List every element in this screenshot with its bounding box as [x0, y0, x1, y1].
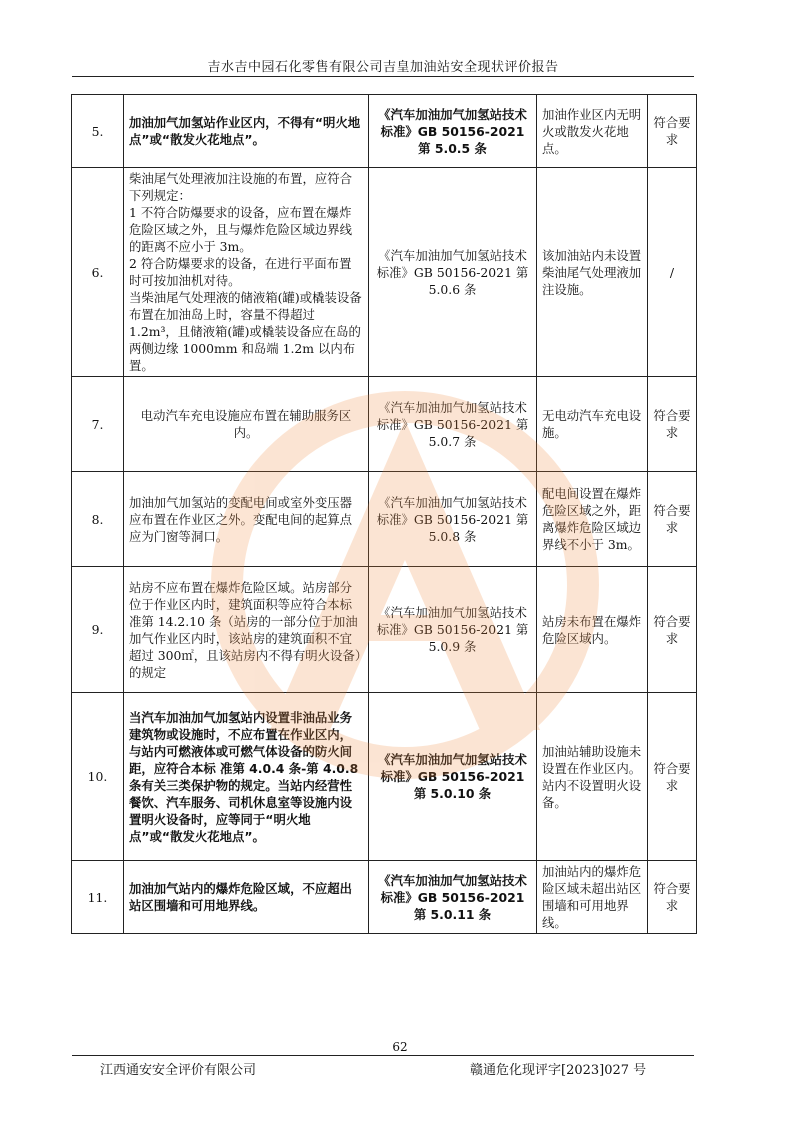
footer-rule: [72, 1055, 694, 1056]
requirement-text: 站房不应布置在爆炸危险区域。站房部分位于作业区内时，建筑面积等应符合本标准第 14.2.10 条（站房的一部分位于加油加气作业区内时，该站房的建筑面积不宜超过 300㎡，且该站房内不得有明火设备）的规定: [124, 567, 369, 693]
result-text: 符合要求: [648, 95, 697, 168]
table-row: [72, 472, 697, 567]
row-number: 7.: [72, 377, 124, 472]
actual-situation: 加油站辅助设施未设置在作业区内。站内不设置明火设备。: [537, 693, 648, 861]
table-row: [72, 567, 697, 693]
actual-situation: 配电间设置在爆炸危险区域之外，距离爆炸危险区域边界线不小于 3m。: [537, 472, 648, 567]
row-number: 5.: [72, 95, 124, 168]
requirement-text: 电动汽车充电设施应布置在辅助服务区内。: [124, 377, 369, 472]
table-row: [72, 95, 697, 168]
page-header-title: 吉水吉中园石化零售有限公司吉皇加油站安全现状评价报告: [207, 60, 559, 75]
row-number: 8.: [72, 472, 124, 567]
actual-situation: 该加油站内未设置柴油尾气处理液加注设施。: [537, 168, 648, 377]
header-rule: [72, 76, 694, 77]
actual-situation: 加油站内的爆炸危险区域未超出站区围墙和可用地界线。: [537, 861, 648, 934]
table-row: [72, 377, 697, 472]
row-number: 10.: [72, 693, 124, 861]
table-row: [72, 861, 697, 934]
table-row: [72, 168, 697, 377]
requirement-text: 加油加气加氢站的变配电间或室外变压器应布置在作业区之外。变配电间的起算点应为门窗等洞口。: [124, 472, 369, 567]
result-text: 符合要求: [648, 567, 697, 693]
standard-reference: 《汽车加油加气加氢站技术标准》GB 50156-2021 第 5.0.9 条: [369, 567, 537, 693]
standard-reference: 《汽车加油加气加氢站技术标准》GB 50156-2021 第 5.0.7 条: [369, 377, 537, 472]
page-number: 62: [392, 1040, 408, 1054]
actual-situation: 站房未布置在爆炸危险区域内。: [537, 567, 648, 693]
requirement-text: 当汽车加油加气加氢站内设置非油品业务建筑物或设施时，不应布置在作业区内，与站内可燃液体或可燃气体设备的防火间距，应符合本标 准第 4.0.4 条-第 4.0.8 条有关三类保护物的规定。当站内经营性餐饮、汽车服务、司机休息室等设施内设置明火设备时，应等同于“明火地点”或“散发火花地点”。: [124, 693, 369, 861]
table-row: [72, 693, 697, 861]
actual-situation: 加油作业区内无明火或散发火花地点。: [537, 95, 648, 168]
row-number: 11.: [72, 861, 124, 934]
standard-reference: 《汽车加油加气加氢站技术标准》GB 50156-2021 第 5.0.11 条: [369, 861, 537, 934]
requirement-text: 加油加气加氢站作业区内，不得有“明火地点”或“散发火花地点”。: [124, 95, 369, 168]
row-number: 9.: [72, 567, 124, 693]
evaluation-table: [71, 94, 697, 934]
standard-reference: 《汽车加油加气加氢站技术标准》GB 50156-2021 第 5.0.5 条: [369, 95, 537, 168]
standard-reference: 《汽车加油加气加氢站技术标准》GB 50156-2021 第 5.0.10 条: [369, 693, 537, 861]
actual-situation: 无电动汽车充电设施。: [537, 377, 648, 472]
result-text: /: [648, 168, 697, 377]
result-text: 符合要求: [648, 377, 697, 472]
row-number: 6.: [72, 168, 124, 377]
requirement-text: 柴油尾气处理液加注设施的布置，应符合下列规定： 1 不符合防爆要求的设备，应布置在爆炸危险区域之外，且与爆炸危险区域边界线的距离不应小于 3m。 2 符合防爆要求的设备，在进行平面布置时可按加油机对待。 当柴油尾气处理液的储液箱(罐)或橇装设备布置在加油岛上时，容量不得超过 1.2m³，且储液箱(罐)或橇装设备应在岛的 两侧边缘 1000mm 和岛端 1.2m 以内布置。: [124, 168, 369, 377]
result-text: 符合要求: [648, 861, 697, 934]
standard-reference: 《汽车加油加气加氢站技术标准》GB 50156-2021 第 5.0.8 条: [369, 472, 537, 567]
footer-company: 江西通安安全评价有限公司: [100, 1063, 257, 1078]
result-text: 符合要求: [648, 693, 697, 861]
requirement-text: 加油加气站内的爆炸危险区域，不应超出站区围墙和可用地界线。: [124, 861, 369, 934]
result-text: 符合要求: [648, 472, 697, 567]
standard-reference: 《汽车加油加气加氢站技术标准》GB 50156-2021 第 5.0.6 条: [369, 168, 537, 377]
footer-document-number: 赣通危化现评字[2023]027 号: [470, 1063, 647, 1078]
